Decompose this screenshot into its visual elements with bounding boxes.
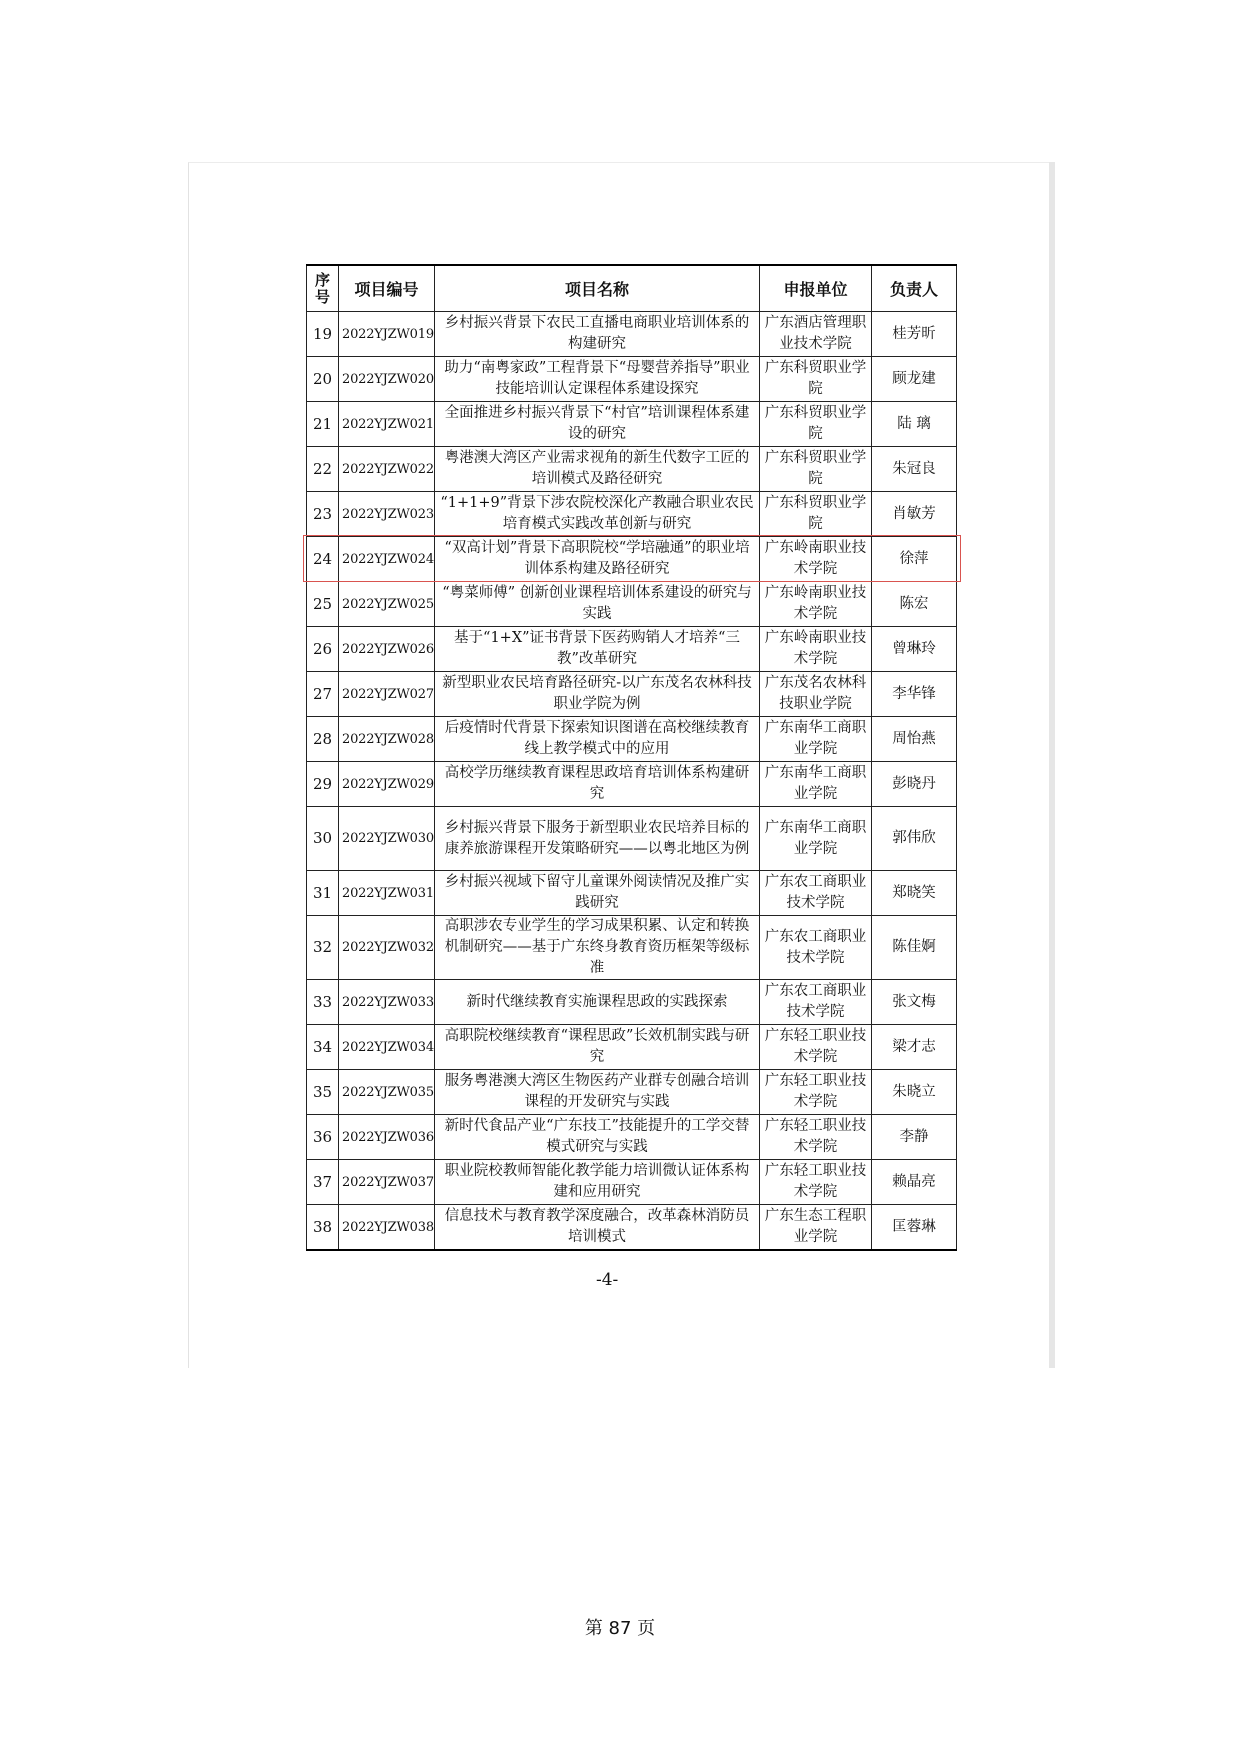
header-code: 项目编号 — [339, 265, 435, 312]
cell-unit: 广东生态工程职业学院 — [760, 1205, 872, 1251]
cell-seq: 36 — [307, 1115, 339, 1160]
cell-seq: 29 — [307, 762, 339, 807]
cell-code: 2022YJZW033 — [339, 980, 435, 1025]
cell-unit: 广东农工商职业技术学院 — [760, 916, 872, 980]
cell-unit: 广东农工商职业技术学院 — [760, 980, 872, 1025]
cell-code: 2022YJZW019 — [339, 312, 435, 357]
cell-lead: 彭晓丹 — [872, 762, 957, 807]
table-row — [307, 871, 957, 916]
cell-code: 2022YJZW031 — [339, 871, 435, 916]
cell-code: 2022YJZW021 — [339, 402, 435, 447]
cell-code: 2022YJZW026 — [339, 627, 435, 672]
cell-lead: 朱冠良 — [872, 447, 957, 492]
cell-seq: 20 — [307, 357, 339, 402]
cell-seq: 27 — [307, 672, 339, 717]
table-row — [307, 762, 957, 807]
table-row — [307, 1160, 957, 1205]
cell-name: 全面推进乡村振兴背景下“村官”培训课程体系建设的研究 — [435, 402, 760, 447]
table-row — [307, 627, 957, 672]
cell-lead: 郑晓笑 — [872, 871, 957, 916]
cell-name: “双高计划”背景下高职院校“学培融通”的职业培训体系构建及路径研究 — [435, 537, 760, 582]
cell-unit: 广东轻工职业技术学院 — [760, 1160, 872, 1205]
cell-seq: 22 — [307, 447, 339, 492]
cell-code: 2022YJZW038 — [339, 1205, 435, 1251]
cell-code: 2022YJZW023 — [339, 492, 435, 537]
cell-lead: 郭伟欣 — [872, 807, 957, 871]
cell-code: 2022YJZW037 — [339, 1160, 435, 1205]
table-row — [307, 312, 957, 357]
cell-name: 乡村振兴背景下农民工直播电商职业培训体系的构建研究 — [435, 312, 760, 357]
cell-lead: 陈佳婀 — [872, 916, 957, 980]
cell-unit: 广东南华工商职业学院 — [760, 762, 872, 807]
cell-seq: 30 — [307, 807, 339, 871]
cell-code: 2022YJZW034 — [339, 1025, 435, 1070]
cell-lead: 李华锋 — [872, 672, 957, 717]
cell-unit: 广东岭南职业技术学院 — [760, 537, 872, 582]
cell-name: 新时代食品产业“广东技工”技能提升的工学交替模式研究与实践 — [435, 1115, 760, 1160]
cell-lead: 周怡燕 — [872, 717, 957, 762]
cell-seq: 32 — [307, 916, 339, 980]
cell-unit: 广东轻工职业技术学院 — [760, 1070, 872, 1115]
table-row — [307, 1025, 957, 1070]
cell-unit: 广东南华工商职业学院 — [760, 807, 872, 871]
cell-lead: 李静 — [872, 1115, 957, 1160]
cell-name: “粤菜师傅” 创新创业课程培训体系建设的研究与实践 — [435, 582, 760, 627]
header-seq: 序号 — [307, 265, 339, 312]
table-row — [307, 357, 957, 402]
cell-code: 2022YJZW027 — [339, 672, 435, 717]
table-row — [307, 1205, 957, 1251]
cell-seq: 34 — [307, 1025, 339, 1070]
cell-lead: 陈宏 — [872, 582, 957, 627]
table-row — [307, 402, 957, 447]
cell-lead: 陆 璃 — [872, 402, 957, 447]
cell-code: 2022YJZW036 — [339, 1115, 435, 1160]
cell-seq: 24 — [307, 537, 339, 582]
cell-name: 高职涉农专业学生的学习成果积累、认定和转换机制研究——基于广东终身教育资历框架等级标准 — [435, 916, 760, 980]
cell-name: 职业院校教师智能化教学能力培训微认证体系构建和应用研究 — [435, 1160, 760, 1205]
cell-seq: 35 — [307, 1070, 339, 1115]
cell-unit: 广东酒店管理职业技术学院 — [760, 312, 872, 357]
cell-code: 2022YJZW030 — [339, 807, 435, 871]
cell-name: 高校学历继续教育课程思政培育培训体系构建研究 — [435, 762, 760, 807]
cell-lead: 赖晶亮 — [872, 1160, 957, 1205]
cell-seq: 21 — [307, 402, 339, 447]
cell-unit: 广东科贸职业学院 — [760, 447, 872, 492]
cell-seq: 37 — [307, 1160, 339, 1205]
cell-code: 2022YJZW028 — [339, 717, 435, 762]
header-name: 项目名称 — [435, 265, 760, 312]
cell-lead: 曾琳玲 — [872, 627, 957, 672]
cell-name: 信息技术与教育教学深度融合，改革森林消防员培训模式 — [435, 1205, 760, 1251]
cell-name: 乡村振兴背景下服务于新型职业农民培养目标的康养旅游课程开发策略研究——以粤北地区为例 — [435, 807, 760, 871]
cell-name: 基于“1+X”证书背景下医药购销人才培养“三教”改革研究 — [435, 627, 760, 672]
cell-code: 2022YJZW024 — [339, 537, 435, 582]
cell-seq: 26 — [307, 627, 339, 672]
cell-name: 助力“南粤家政”工程背景下“母婴营养指导”职业技能培训认定课程体系建设探究 — [435, 357, 760, 402]
cell-seq: 31 — [307, 871, 339, 916]
project-table — [306, 264, 957, 1251]
cell-unit: 广东岭南职业技术学院 — [760, 582, 872, 627]
table-row — [307, 672, 957, 717]
cell-code: 2022YJZW022 — [339, 447, 435, 492]
cell-code: 2022YJZW025 — [339, 582, 435, 627]
cell-lead: 梁才志 — [872, 1025, 957, 1070]
cell-unit: 广东轻工职业技术学院 — [760, 1115, 872, 1160]
table-row — [307, 1115, 957, 1160]
cell-code: 2022YJZW035 — [339, 1070, 435, 1115]
cell-lead: 桂芳昕 — [872, 312, 957, 357]
table-row — [307, 717, 957, 762]
table-row — [307, 492, 957, 537]
table-row — [307, 537, 957, 582]
cell-name: 乡村振兴视域下留守儿童课外阅读情况及推广实践研究 — [435, 871, 760, 916]
cell-lead: 匡蓉琳 — [872, 1205, 957, 1251]
table-body — [307, 312, 957, 1251]
cell-lead: 徐萍 — [872, 537, 957, 582]
cell-code: 2022YJZW029 — [339, 762, 435, 807]
cell-unit: 广东科贸职业学院 — [760, 492, 872, 537]
cell-unit: 广东茂名农林科技职业学院 — [760, 672, 872, 717]
cell-name: 新时代继续教育实施课程思政的实践探索 — [435, 980, 760, 1025]
cell-name: 高职院校继续教育“课程思政”长效机制实践与研究 — [435, 1025, 760, 1070]
cell-name: 后疫情时代背景下探索知识图谱在高校继续教育线上教学模式中的应用 — [435, 717, 760, 762]
cell-seq: 28 — [307, 717, 339, 762]
cell-code: 2022YJZW032 — [339, 916, 435, 980]
cell-lead: 朱晓立 — [872, 1070, 957, 1115]
cell-code: 2022YJZW020 — [339, 357, 435, 402]
cell-seq: 23 — [307, 492, 339, 537]
cell-name: 服务粤港澳大湾区生物医药产业群专创融合培训课程的开发研究与实践 — [435, 1070, 760, 1115]
cell-name: 粤港澳大湾区产业需求视角的新生代数字工匠的培训模式及路径研究 — [435, 447, 760, 492]
table-row — [307, 447, 957, 492]
cell-lead: 张文梅 — [872, 980, 957, 1025]
cell-seq: 33 — [307, 980, 339, 1025]
cell-seq: 38 — [307, 1205, 339, 1251]
cell-lead: 肖敏芳 — [872, 492, 957, 537]
table-row — [307, 582, 957, 627]
project-table-wrapper — [306, 264, 956, 1251]
cell-unit: 广东轻工职业技术学院 — [760, 1025, 872, 1070]
header-unit: 申报单位 — [760, 265, 872, 312]
cell-unit: 广东南华工商职业学院 — [760, 717, 872, 762]
page-footer: 第 87 页 — [584, 1618, 656, 1639]
table-row — [307, 980, 957, 1025]
table-row — [307, 807, 957, 871]
table-header-row — [307, 265, 957, 312]
inner-page-number: -4- — [596, 1270, 619, 1290]
cell-unit: 广东岭南职业技术学院 — [760, 627, 872, 672]
header-lead: 负责人 — [872, 265, 957, 312]
table-row — [307, 916, 957, 980]
cell-lead: 顾龙建 — [872, 357, 957, 402]
table-row — [307, 1070, 957, 1115]
cell-unit: 广东农工商职业技术学院 — [760, 871, 872, 916]
cell-name: 新型职业农民培育路径研究-以广东茂名农林科技职业学院为例 — [435, 672, 760, 717]
cell-seq: 25 — [307, 582, 339, 627]
cell-unit: 广东科贸职业学院 — [760, 357, 872, 402]
cell-unit: 广东科贸职业学院 — [760, 402, 872, 447]
cell-name: “1+1+9”背景下涉农院校深化产教融合职业农民培育模式实践改革创新与研究 — [435, 492, 760, 537]
cell-seq: 19 — [307, 312, 339, 357]
